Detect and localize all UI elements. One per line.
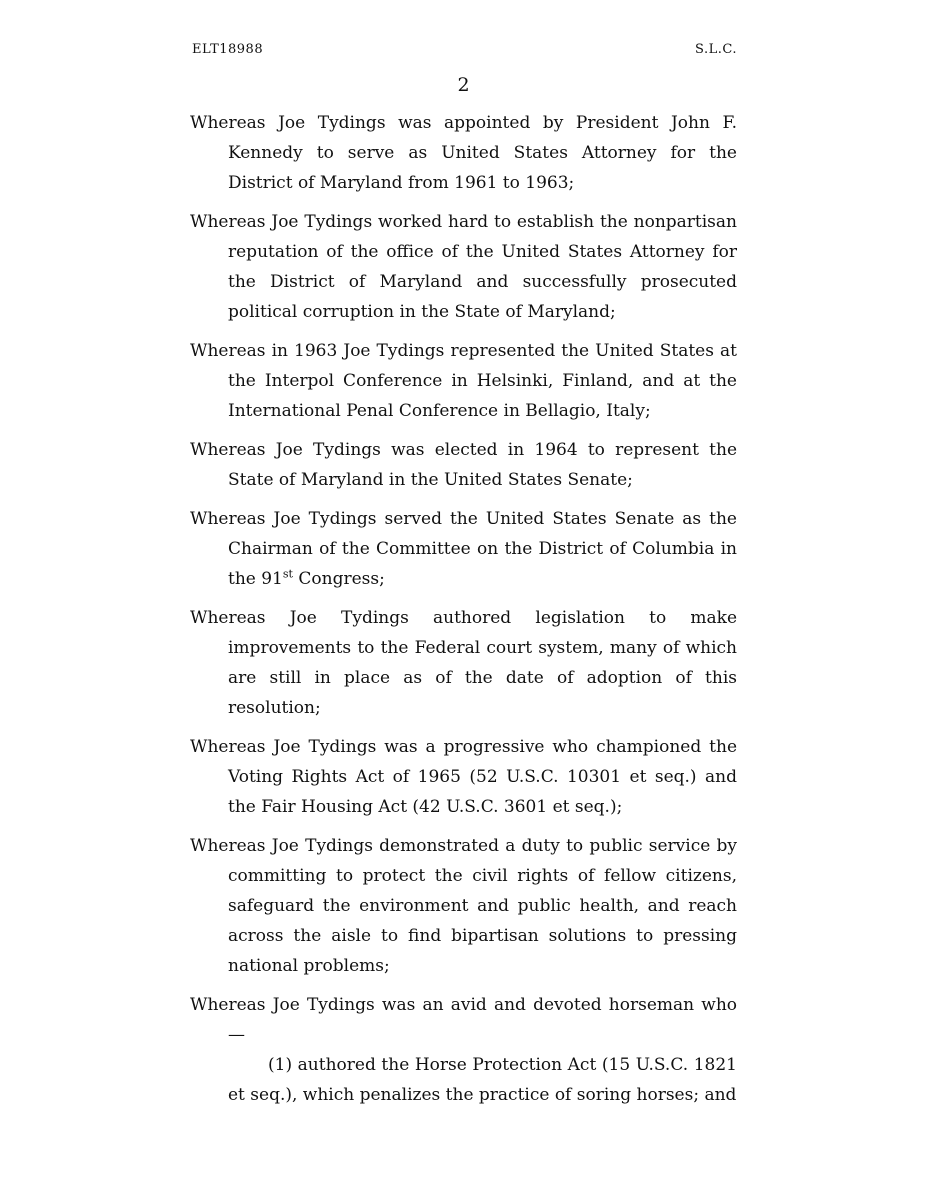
whereas-clause: Whereas Joe Tydings was a progressive who championed the Voting Rights Act of 1965 (52 U.S.C. 10301 et seq.) and the Fair Housing Act (42 U.S.C. 3601 et seq.); bbox=[190, 737, 737, 817]
whereas-clause: Whereas Joe Tydings was appointed by President John F. Kennedy to serve as United States Attorney for the District of Maryland from 1961 to 1963; bbox=[190, 113, 737, 193]
whereas-clause: Whereas Joe Tydings worked hard to establish the nonpartisan reputation of the office of the United States Attorney for the District of Maryland and successfully prosecuted political corruption in the State of Maryland; bbox=[190, 212, 737, 322]
whereas-clause: Whereas in 1963 Joe Tydings represented the United States at the Interpol Conference in Helsinki, Finland, and at the International Penal Conference in Bellagio, Italy; bbox=[190, 341, 737, 421]
sub-paragraph: (1) authored the Horse Protection Act (15 U.S.C. 1821 et seq.), which penalizes the practice of soring horses; and bbox=[228, 1055, 737, 1105]
whereas-clause bbox=[190, 504, 737, 594]
office-code: S.L.C. bbox=[695, 42, 737, 57]
resolution-body bbox=[190, 108, 737, 1110]
ordinal-suffix: st bbox=[282, 567, 293, 581]
clause-text: Whereas Joe Tydings served the United States Senate as the Chairman of the Committee on the District of Columbia in the 91 bbox=[190, 509, 737, 589]
page-number: 2 bbox=[457, 74, 470, 96]
page-header bbox=[192, 42, 737, 60]
document-id: ELT18988 bbox=[192, 42, 264, 57]
clause-text: Congress; bbox=[292, 569, 385, 589]
whereas-clause: Whereas Joe Tydings was an avid and devoted horseman who— bbox=[190, 995, 737, 1045]
whereas-clause: Whereas Joe Tydings demonstrated a duty to public service by committing to protect the civil rights of fellow citizens, safeguard the environment and public health, and reach across the aisle to find bipartisan solutions to pressing national problems; bbox=[190, 836, 737, 976]
whereas-clause: Whereas Joe Tydings was elected in 1964 to represent the State of Maryland in the United States Senate; bbox=[190, 440, 737, 490]
whereas-clause: Whereas Joe Tydings authored legislation to make improvements to the Federal court system, many of which are still in place as of the date of adoption of this resolution; bbox=[190, 608, 737, 718]
